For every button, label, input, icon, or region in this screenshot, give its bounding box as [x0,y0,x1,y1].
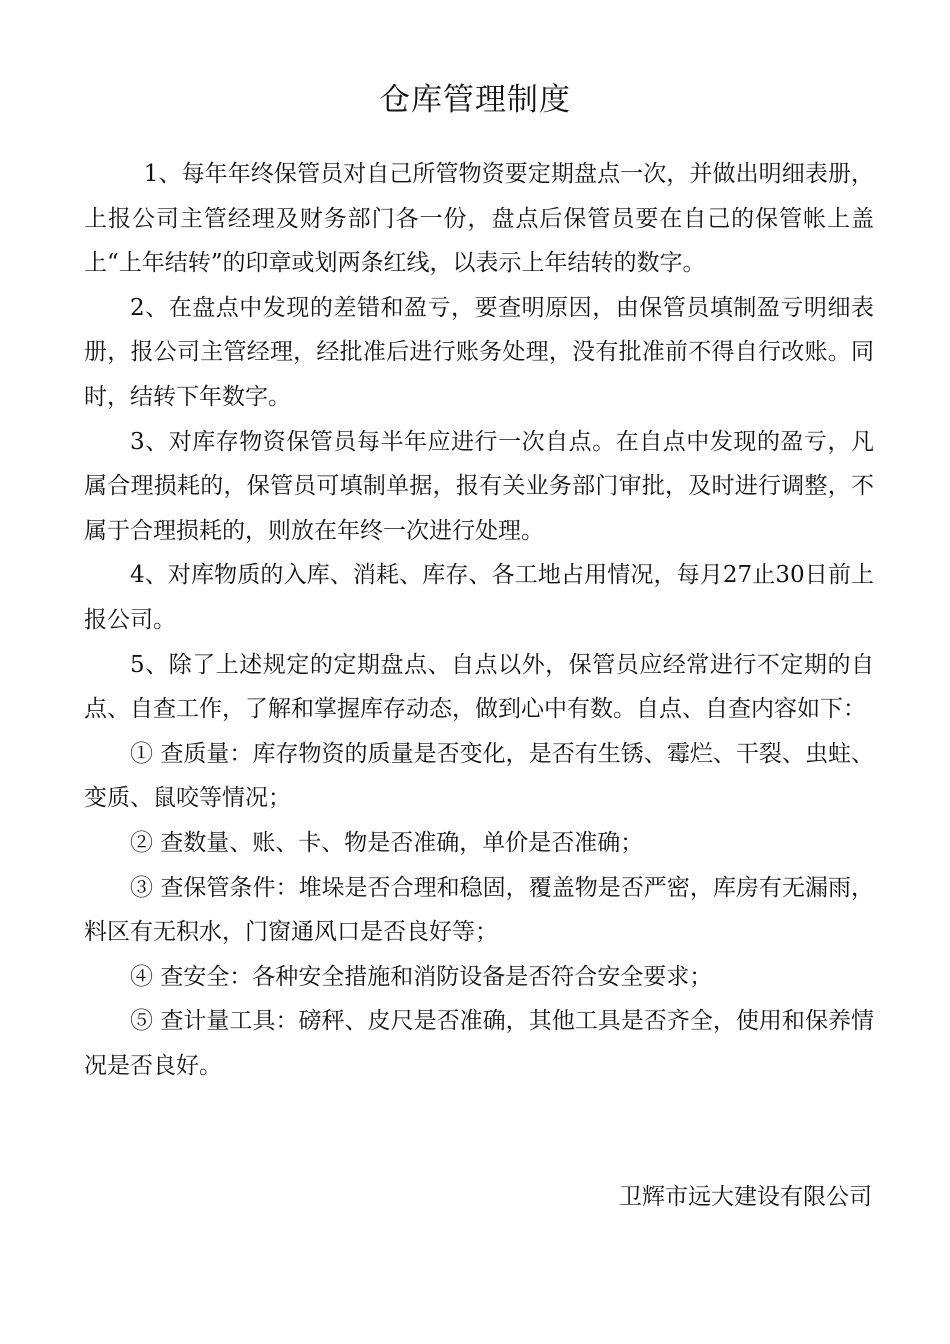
paragraph-3-semiannual-self-check: 3、对库存物资保管员每半年应进行一次自点。在自点中发现的盈亏，凡属合理损耗的，保管员可填制单据，报有关业务部门审批，及时进行调整，不属于合理损耗的，则放在年终一次进行处理。 [84,428,874,544]
check-item-storage-conditions: ③ 查保管条件：堆垛是否合理和稳固，覆盖物是否严密，库房有无漏雨，料区有无积水，门窗通风口是否良好等； [84,874,874,946]
paragraph-4-monthly-report: 4、对库物质的入库、消耗、库存、各工地占用情况，每月27止30日前上报公司。 [84,562,874,633]
paragraph-5-irregular-checks: 5、除了上述规定的定期盘点、自点以外，保管员应经常进行不定期的自点、自查工作，了解和掌握库存动态，做到心中有数。自点、自查内容如下： [84,651,874,723]
paragraph-2-discrepancy-handling: 2、在盘点中发现的差错和盈亏，要查明原因，由保管员填制盈亏明细表册，报公司主管经理，经批准后进行账务处理，没有批准前不得自行改账。同时，结转下年数字。 [84,294,874,410]
document-title: 仓库管理制度 [379,82,571,118]
document-body [84,152,874,1088]
paragraph-1-annual-inventory: 1、每年年终保管员对自己所管物资要定期盘点一次，并做出明细表册，上报公司主管经理及财务部门各一份，盘点后保管员要在自己的保管帐上盖上“上年结转”的印章或划两条红线，以表示上年结转的数字。 [84,161,874,277]
check-item-quality: ① 查质量：库存物资的质量是否变化，是否有生锈、霉烂、干裂、虫蛀、变质、鼠咬等情况； [84,740,874,812]
check-item-safety: ④ 查安全：各种安全措施和消防设备是否符合安全要求； [130,963,713,990]
company-signature: 卫辉市远大建设有限公司 [619,1184,872,1210]
check-item-measuring-tools: ⑤ 查计量工具：磅秤、皮尺是否准确，其他工具是否齐全，使用和保养情况是否良好。 [84,1008,874,1079]
check-item-quantity: ② 查数量、账、卡、物是否准确，单价是否准确； [130,829,644,856]
